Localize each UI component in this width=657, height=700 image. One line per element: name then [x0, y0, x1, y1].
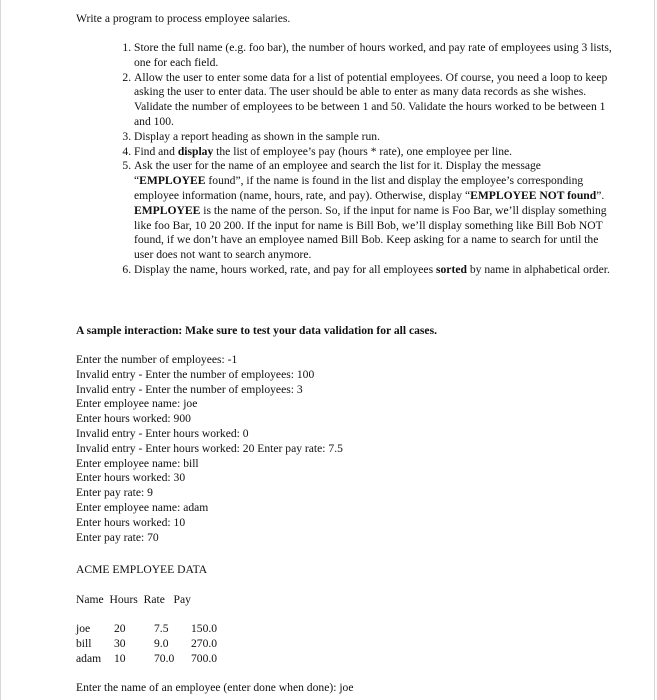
session-line: Enter employee name: bill	[76, 456, 199, 470]
report-row	[76, 622, 231, 637]
task-emphasis: EMPLOYEE	[134, 203, 201, 217]
session-line: Enter pay rate: 70	[76, 530, 159, 544]
task-list	[92, 41, 614, 278]
page-left-edge	[0, 0, 1, 700]
report-cell: 270.0	[191, 636, 218, 650]
report-cell: 20	[114, 622, 126, 635]
task-item	[134, 159, 614, 263]
session-line: Enter employee name: adam	[76, 500, 209, 514]
task-emphasis: display	[177, 144, 214, 158]
session-line: Invalid entry - Enter the number of employees: 3	[76, 382, 303, 396]
task-text: Store the full name (e.g. foo bar), the number of hours worked, and pay rate of employees using 3 lists, one for each field.	[134, 41, 612, 69]
session-line: Invalid entry - Enter hours worked: 0	[76, 426, 249, 440]
task-emphasis: EMPLOYEE	[139, 174, 206, 188]
report-heading: ACME EMPLOYEE DATA	[76, 563, 208, 576]
task-emphasis: sorted	[436, 262, 467, 276]
report-table	[76, 622, 231, 666]
task-item	[134, 41, 614, 71]
task-item	[134, 145, 614, 160]
assignment-intro: Write a program to process employee salaries.	[76, 12, 291, 25]
report-cell: 30	[114, 636, 126, 650]
page-right-edge	[654, 0, 655, 700]
task-text: Find and	[134, 144, 178, 158]
task-text: Display a report heading as shown in the sample run.	[134, 129, 380, 143]
session-line: Enter hours worked: 30	[76, 471, 186, 485]
report-cell: adam	[76, 651, 102, 665]
report-column-headers: Name Hours Rate Pay	[76, 593, 191, 606]
task-text: is the name of the person. So, if the input for name is Foo Bar, we’ll display something like foo Bar, 10 20 200. If the input for name is Bill Bob, we’ll display something like Bill Bob NOT found, if we don’t have an employee named Bill Bob. Keep asking for a name to search for until the user does not want to search anymore.	[134, 203, 607, 262]
report-cell: 70.0	[154, 651, 175, 665]
report-cell: 7.5	[154, 622, 169, 635]
task-text: found”, if the name is found in the list and display the employee’s corresponding employee information (name, hours, rate, and pay). Otherwise, display “	[134, 174, 584, 202]
task-text: the list of employee’s pay (hours * rate), one employee per line.	[213, 144, 513, 158]
report-row	[76, 652, 231, 667]
task-text: ”.	[596, 188, 605, 202]
search-prompt-line: Enter the name of an employee (enter done when done): joe	[76, 681, 354, 694]
task-text: Allow the user to enter some data for a list of potential employees. Of course, you need a loop to keep asking the user to enter data. The user should be able to enter as many data records as she wishes. Validate the number of employees to be between 1 and 50. Validate the hours worked to be between 1 and 100.	[134, 70, 608, 128]
task-text: Ask the user for the name of an employee and search the list for it. Display the message “	[134, 159, 541, 188]
task-text: by name in alphabetical order.	[466, 262, 610, 276]
task-emphasis: EMPLOYEE NOT found	[470, 188, 597, 202]
report-cell: bill	[76, 636, 92, 650]
session-line: Enter hours worked: 10	[76, 515, 186, 529]
session-line: Enter hours worked: 900	[76, 412, 191, 426]
session-line: Invalid entry - Enter hours worked: 20 Enter pay rate: 7.5	[76, 441, 343, 455]
sample-heading: A sample interaction: Make sure to test your data validation for all cases.	[76, 324, 437, 337]
task-text: Display the name, hours worked, rate, and pay for all employees	[134, 262, 436, 276]
report-cell: joe	[76, 622, 91, 635]
task-item	[134, 263, 614, 278]
task-item	[134, 71, 614, 130]
report-cell: 700.0	[191, 651, 218, 665]
report-cell: 9.0	[154, 636, 169, 650]
report-cell: 10	[114, 651, 126, 665]
task-item	[134, 130, 614, 145]
report-row	[76, 637, 231, 652]
session-line: Enter pay rate: 9	[76, 486, 153, 500]
sample-session	[76, 353, 636, 545]
session-line: Invalid entry - Enter the number of employees: 100	[76, 367, 315, 381]
report-cell: 150.0	[191, 622, 218, 635]
session-line: Enter employee name: joe	[76, 397, 198, 411]
session-line: Enter the number of employees: -1	[76, 353, 238, 366]
